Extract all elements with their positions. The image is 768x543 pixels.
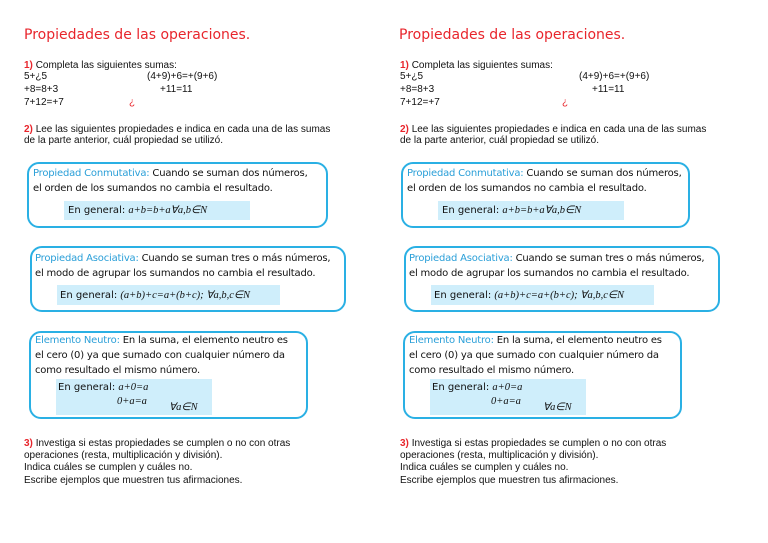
neutro-formula-3: ∀a∈N xyxy=(543,402,572,413)
question-mark: ¿ xyxy=(129,97,136,108)
question-mark: ¿ xyxy=(562,97,569,108)
asociativa-formula: (a+b)+c=a+(b+c); ∀a,b,c∈N xyxy=(120,290,251,301)
question-2-line-2: de la parte anterior, cuál propiedad se utilizó. xyxy=(24,135,224,146)
question-3-line-4: Escribe ejemplos que muestren tus afirmaciones. xyxy=(24,475,243,486)
neutro-general: En general: a+0=a xyxy=(432,382,523,393)
asociativa-general: En general: (a+b)+c=a+(b+c); ∀a,b,c∈N xyxy=(60,290,251,301)
sum-row-right-1: (4+9)+6=+(9+6) xyxy=(579,71,650,82)
asociativa-line-2: el modo de agrupar los sumandos no cambia el resultado. xyxy=(35,268,316,279)
asociativa-line-1: Propiedad Asociativa: Cuando se suman tres o más números, xyxy=(35,253,331,264)
neutro-name: Elemento Neutro: xyxy=(409,335,494,346)
question-1 xyxy=(400,60,553,71)
question-2-line-1: 2) Lee las siguientes propiedades e indica en cada una de las sumas xyxy=(24,124,331,135)
question-3-number: 3) xyxy=(400,438,409,449)
question-1-text: Completa las siguientes sumas: xyxy=(411,60,553,71)
conmutativa-name: Propiedad Conmutativa: xyxy=(33,168,150,179)
question-1 xyxy=(24,60,177,71)
neutro-line-1: Elemento Neutro: En la suma, el elemento neutro es xyxy=(409,335,662,346)
neutro-line-2: el cero (0) ya que sumado con cualquier número da xyxy=(409,350,659,361)
asociativa-name: Propiedad Asociativa: xyxy=(409,253,513,264)
neutro-line-1: Elemento Neutro: En la suma, el elemento neutro es xyxy=(35,335,288,346)
asociativa-name: Propiedad Asociativa: xyxy=(35,253,139,264)
asociativa-line-1: Propiedad Asociativa: Cuando se suman tres o más números, xyxy=(409,253,705,264)
conmutativa-formula: a+b=b+a∀a,b∈N xyxy=(128,205,208,216)
conmutativa-general: En general: a+b=b+a∀a,b∈N xyxy=(442,205,582,216)
asociativa-line-2: el modo de agrupar los sumandos no cambia el resultado. xyxy=(409,268,690,279)
question-3-line-2: operaciones (resta, multiplicación y división). xyxy=(24,450,223,461)
neutro-formula-2: 0+a=a xyxy=(117,396,147,407)
worksheet-right xyxy=(374,0,744,543)
question-3-line-3: Indica cuáles se cumplen y cuáles no. xyxy=(24,462,193,473)
question-1-text: Completa las siguientes sumas: xyxy=(35,60,177,71)
sum-row-3: 7+12=+7 xyxy=(400,97,440,108)
question-2-number: 2) xyxy=(400,124,409,135)
sum-row-right-2: +11=11 xyxy=(160,84,193,95)
worksheet-left xyxy=(0,0,370,543)
conmutativa-line-2: el orden de los sumandos no cambia el resultado. xyxy=(407,183,647,194)
conmutativa-name: Propiedad Conmutativa: xyxy=(407,168,524,179)
sum-row-2: +8=8+3 xyxy=(24,84,59,95)
question-3-line-1: 3) Investiga si estas propiedades se cumplen o no con otras xyxy=(24,438,291,449)
conmutativa-line-1: Propiedad Conmutativa: Cuando se suman dos números, xyxy=(407,168,682,179)
conmutativa-line-1: Propiedad Conmutativa: Cuando se suman dos números, xyxy=(33,168,308,179)
question-1-number: 1) xyxy=(24,60,33,71)
sum-row-right-2: +11=11 xyxy=(592,84,625,95)
neutro-name: Elemento Neutro: xyxy=(35,335,120,346)
neutro-formula-2: 0+a=a xyxy=(491,396,521,407)
sum-row-1: 5+¿5 xyxy=(24,71,48,82)
sum-row-2: +8=8+3 xyxy=(400,84,435,95)
asociativa-formula: (a+b)+c=a+(b+c); ∀a,b,c∈N xyxy=(494,290,625,301)
neutro-general: En general: a+0=a xyxy=(58,382,149,393)
sum-row-1: 5+¿5 xyxy=(400,71,424,82)
neutro-formula-3: ∀a∈N xyxy=(169,402,198,413)
question-2-line-2: de la parte anterior, cuál propiedad se utilizó. xyxy=(400,135,600,146)
sum-row-3: 7+12=+7 xyxy=(24,97,64,108)
page-title: Propiedades de las operaciones. xyxy=(24,27,251,43)
neutro-formula-1: a+0=a xyxy=(118,382,149,393)
asociativa-general: En general: (a+b)+c=a+(b+c); ∀a,b,c∈N xyxy=(434,290,625,301)
question-3-line-2: operaciones (resta, multiplicación y división). xyxy=(400,450,599,461)
page-title: Propiedades de las operaciones. xyxy=(399,27,626,43)
neutro-line-3: como resultado el mismo número. xyxy=(35,365,200,376)
neutro-line-3: como resultado el mismo número. xyxy=(409,365,574,376)
question-3-line-3: Indica cuáles se cumplen y cuáles no. xyxy=(400,462,569,473)
question-1-number: 1) xyxy=(400,60,409,71)
neutro-formula-1: a+0=a xyxy=(492,382,523,393)
question-3-line-1: 3) Investiga si estas propiedades se cumplen o no con otras xyxy=(400,438,667,449)
question-2-number: 2) xyxy=(24,124,33,135)
neutro-line-2: el cero (0) ya que sumado con cualquier número da xyxy=(35,350,285,361)
question-2-line-1: 2) Lee las siguientes propiedades e indica en cada una de las sumas xyxy=(400,124,707,135)
sum-row-right-1: (4+9)+6=+(9+6) xyxy=(147,71,218,82)
question-3-number: 3) xyxy=(24,438,33,449)
conmutativa-formula: a+b=b+a∀a,b∈N xyxy=(502,205,582,216)
question-3-line-4: Escribe ejemplos que muestren tus afirmaciones. xyxy=(400,475,619,486)
conmutativa-line-2: el orden de los sumandos no cambia el resultado. xyxy=(33,183,273,194)
conmutativa-general: En general: a+b=b+a∀a,b∈N xyxy=(68,205,208,216)
